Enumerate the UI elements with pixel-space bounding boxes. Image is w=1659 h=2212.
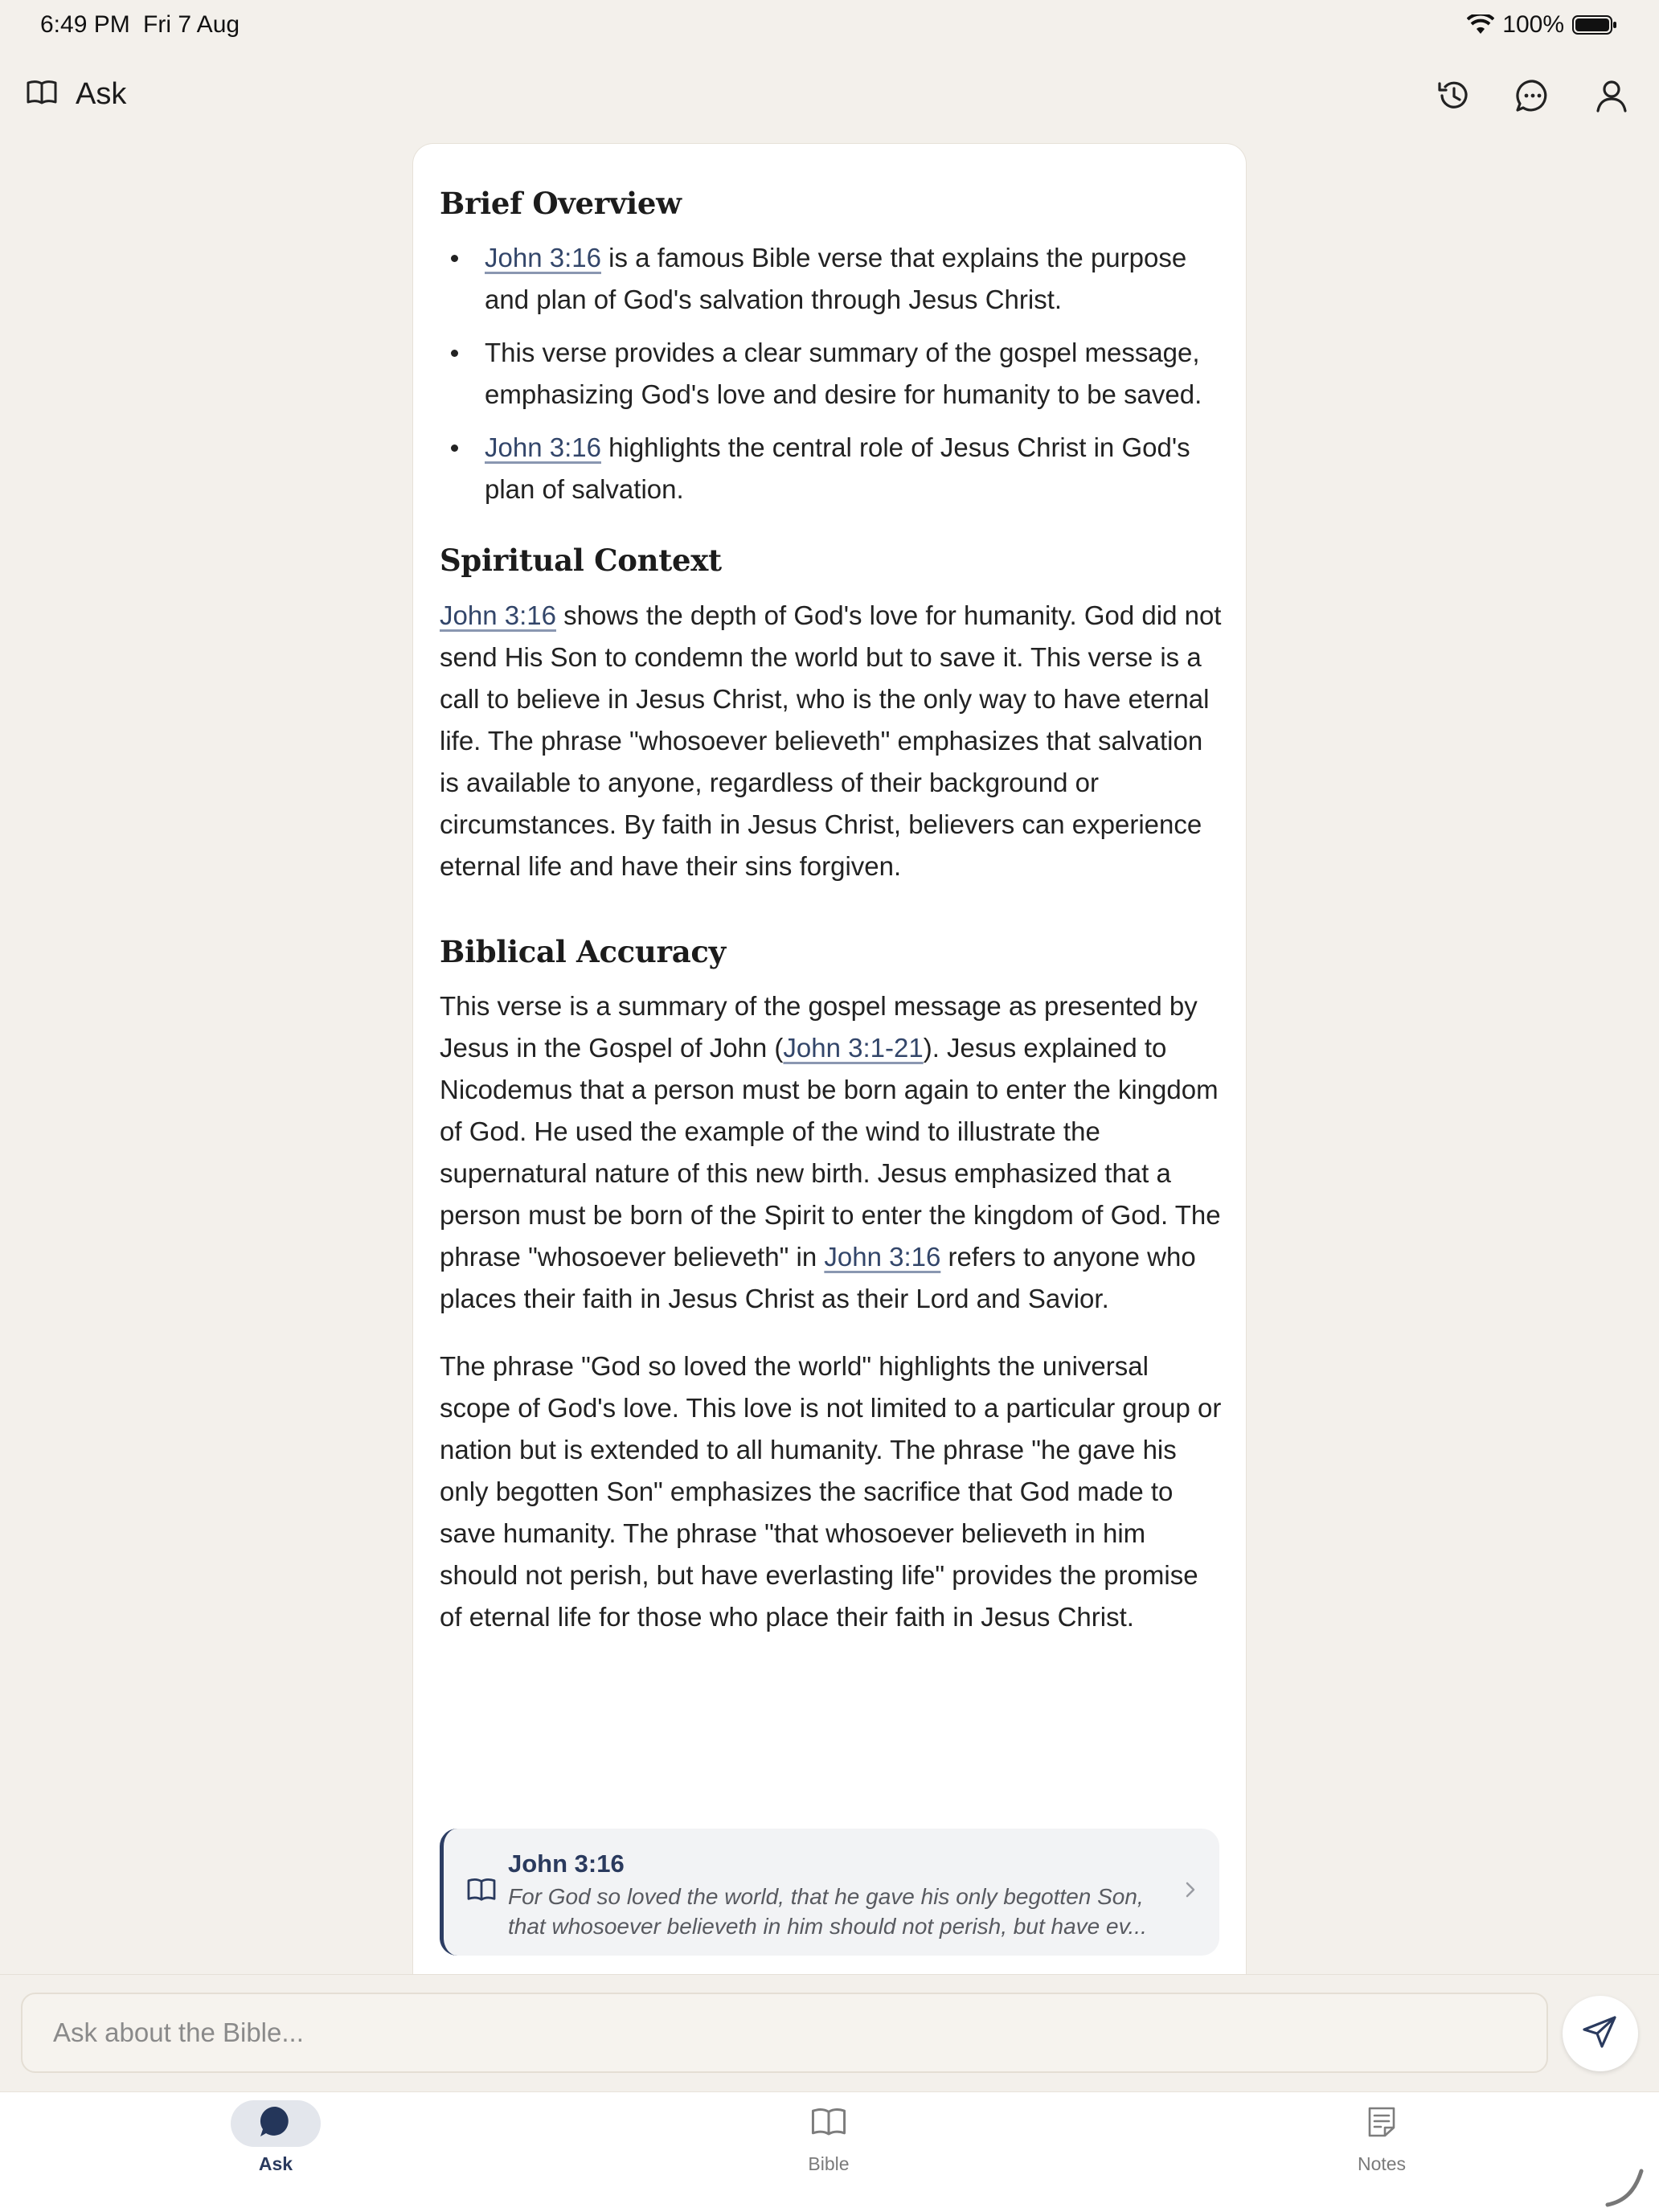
history-icon: [1436, 77, 1473, 118]
tab-ask[interactable]: [195, 2100, 356, 2189]
paragraph-text: This verse is a summary of the gospel message as presented by Jesus in the Gospel of John (: [440, 991, 1198, 1063]
book-icon: [810, 2106, 847, 2142]
tab-bible[interactable]: [748, 2100, 909, 2189]
chat-bubble-icon: [258, 2104, 293, 2144]
accuracy-paragraph-1: [440, 985, 1224, 1320]
status-time: 6:49 PM: [40, 11, 130, 38]
battery-percent: 100%: [1502, 11, 1564, 38]
history-button[interactable]: [1434, 77, 1474, 117]
chevron-right-icon: [1182, 1878, 1198, 1905]
book-icon: [26, 79, 58, 110]
tab-label: Notes: [1357, 2153, 1407, 2174]
tab-label: Bible: [808, 2153, 850, 2174]
page-title: Ask: [76, 77, 127, 111]
battery-icon: [1572, 14, 1617, 35]
header-actions: [1434, 77, 1632, 117]
ask-input[interactable]: [21, 1993, 1548, 2073]
notes-icon: [1366, 2105, 1398, 2143]
section-title-accuracy: Biblical Accuracy: [440, 933, 726, 969]
answer-content: [440, 186, 1224, 1638]
tab-notes[interactable]: [1301, 2100, 1462, 2189]
profile-button[interactable]: [1591, 77, 1632, 117]
tab-bar: [0, 2091, 1659, 2212]
paragraph-text: refers to anyone who places their faith in Jesus Christ as their Lord and Savior.: [440, 1242, 1196, 1314]
tab-icon-wrap: [784, 2100, 874, 2147]
chat-icon: [1514, 77, 1551, 118]
answer-card: [412, 143, 1247, 1976]
status-date: Fri 7 Aug: [143, 11, 240, 38]
paragraph-text: ). Jesus explained to Nicodemus that a person must be born again to enter the kingdom of God. He used the example of the wind to illustrate the supernatural nature of this new birth. Jesus emphasized that a person must be born of the Spirit to enter the kingdom of God. The phrase "whosoever believeth" in: [440, 1033, 1221, 1272]
send-icon: [1581, 2013, 1620, 2055]
list-item-text: highlights the central role of Jesus Christ in God's plan of salvation.: [485, 432, 1190, 505]
verse-reference-card[interactable]: [440, 1829, 1219, 1956]
verse-link[interactable]: John 3:1-21: [783, 1033, 924, 1063]
chat-button[interactable]: [1513, 77, 1553, 117]
status-bar: [0, 0, 1659, 51]
list-item: [440, 237, 1224, 321]
wifi-icon: [1467, 14, 1494, 35]
section-title-overview: Brief Overview: [440, 186, 682, 221]
verse-link[interactable]: John 3:16: [485, 243, 601, 273]
app-header: [0, 64, 1659, 129]
verse-excerpt: For God so loved the world, that he gave his only begotten Son, that whosoever believeth in him should not perish, but have ev...: [508, 1884, 1147, 1939]
status-indicators: [1467, 11, 1617, 39]
verse-reference: John 3:16: [508, 1849, 625, 1878]
input-bar: [0, 1974, 1659, 2091]
tab-icon-wrap: [1337, 2100, 1427, 2147]
user-icon: [1593, 77, 1630, 118]
verse-link[interactable]: John 3:16: [440, 600, 556, 630]
home-indicator: [1600, 2160, 1648, 2212]
context-paragraph: [440, 595, 1224, 887]
verse-link[interactable]: John 3:16: [485, 432, 601, 463]
list-item: [440, 332, 1224, 416]
list-item-text: is a famous Bible verse that explains the purpose and plan of God's salvation through Jesus Christ.: [485, 243, 1187, 315]
verse-link[interactable]: John 3:16: [824, 1242, 941, 1272]
tab-label: Ask: [258, 2153, 293, 2174]
header-title-group: [26, 77, 126, 112]
section-title-context: Spiritual Context: [440, 543, 722, 579]
send-button[interactable]: [1563, 1996, 1638, 2071]
overview-list: [440, 237, 1224, 510]
paragraph-text: shows the depth of God's love for humanity. God did not send His Son to condemn the world but to save it. This verse is a call to believe in Jesus Christ, who is the only way to have eternal life. The phrase "whosoever believeth" emphasizes that salvation is available to anyone, regardless of their background or circumstances. By faith in Jesus Christ, believers can experience eternal life and have their sins forgiven.: [440, 600, 1222, 881]
list-item-text: This verse provides a clear summary of the gospel message, emphasizing God's love and desire for humanity to be saved.: [485, 338, 1202, 410]
tab-icon-wrap: [231, 2100, 321, 2147]
list-item: [440, 427, 1224, 510]
book-icon: [466, 1877, 497, 1907]
accuracy-paragraph-2: The phrase "God so loved the world" highlights the universal scope of God's love. This love is not limited to a particular group or nation but is extended to all humanity. The phrase "he gave his only begotten Son" emphasizes the sacrifice that God made to save humanity. The phrase "that whosoever believeth in him should not perish, but have everlasting life" provides the promise of eternal life for those who place their faith in Jesus Christ.: [440, 1351, 1222, 1632]
